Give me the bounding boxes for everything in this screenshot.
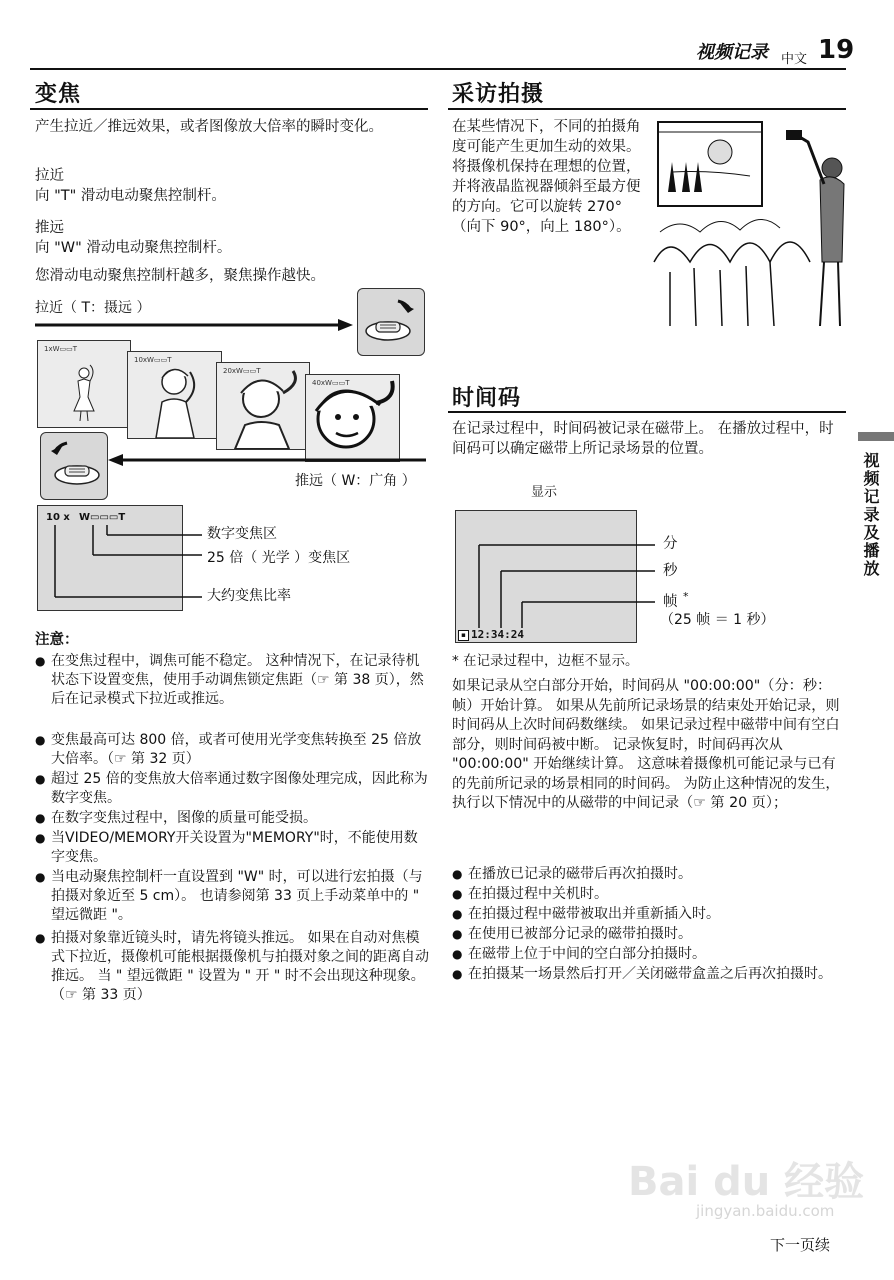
frame-indicator: 40xW▭▭T [312, 379, 350, 387]
side-tab-label: 视频记录及播放 [861, 452, 880, 578]
zoom-lever-wide-box [40, 432, 108, 500]
crowd-illustration [650, 112, 846, 334]
tele-arrow [35, 318, 355, 332]
label-minute: 分 [663, 536, 678, 552]
header-rule [30, 68, 846, 70]
timecode-readout: 12:34:24 [471, 628, 524, 641]
zoom-lever-icon [41, 433, 107, 499]
indicator-leader-lines [37, 505, 207, 609]
zoom-speed-text: 您滑动电动聚焦控制杆越多，聚焦操作越快。 [35, 268, 325, 284]
watermark-logo [628, 1150, 864, 1207]
note-item: ● 当VIDEO/MEMORY开关设置为"MEMORY"时，不能使用数字变焦。 [35, 829, 431, 867]
timecode-bullet: ● 在拍摄过程中关机时。 [452, 885, 848, 904]
zoom-frame-1x [37, 340, 131, 428]
indicator-magnification: 10 x [46, 512, 70, 523]
frame-indicator: 20xW▭▭T [223, 367, 261, 375]
zoom-frame-10x [127, 351, 222, 439]
page-number: 19 [818, 35, 855, 65]
frame-asterisk: * [683, 590, 689, 603]
zoom-frame-40x [305, 374, 400, 462]
timecode-bullet: ● 在播放已记录的磁带后再次拍摄时。 [452, 865, 848, 884]
zoom-lever-tele-box [357, 288, 425, 356]
note-item: ● 超过 25 倍的变焦放大倍率通过数字图像处理完成，因此称为数字变焦。 [35, 770, 431, 808]
header-lang: 中文 [781, 52, 808, 67]
continued-label: 下一页续 [770, 1236, 831, 1254]
indicator-scale: W▭▭▭T [79, 512, 126, 523]
zoom-frame-20x [216, 362, 310, 450]
side-tab-bar [858, 432, 894, 441]
timecode-footnote: * 在记录过程中，边框不显示。 [452, 653, 639, 669]
tele-heading: 拉近 [35, 168, 64, 184]
interview-title: 采访拍摄 [452, 82, 545, 107]
label-frame: 帧 [663, 594, 678, 610]
note-item: ● 拍摄对象靠近镜头时，请先将镜头推远。 如果在自动对焦模式下拉近，摄像机可能根据摄像机与拍摄对象之间的距离自动推远。 当 " 望远微距 " 设置为 " 开 " 时不会出现这种现象。（☞ 第 33 页） [35, 929, 431, 1005]
interview-text: 在某些情况下，不同的拍摄角度可能产生更加生动的效果。将摄像机保持在理想的位置，并将液晶监视器倾斜至最方便的方向。它可以旋转 270°（向下 90°，向上 180°）。 [452, 119, 641, 235]
frame-indicator: 10xW▭▭T [134, 356, 172, 364]
notes-heading: 注意： [35, 632, 79, 648]
wide-text: 向 "W" 滑动电动聚焦控制杆。 [35, 240, 232, 256]
timecode-bullet: ● 在拍摄过程中磁带被取出并重新插入时。 [452, 905, 848, 924]
frame-indicator: 1xW▭▭T [44, 345, 78, 353]
watermark-url: jingyan.baidu.com [696, 1202, 835, 1220]
arrow-tele-label: 拉近（ T：摄远 ） [35, 300, 151, 316]
timecode-bullet: ● 在拍摄某一场景然后打开／关闭磁带盒盖之后再次拍摄时。 [452, 965, 848, 984]
zoom-title-rule [30, 108, 428, 110]
zoom-title: 变焦 [35, 82, 82, 107]
note-item: ● 在数字变焦过程中，图像的质量可能受损。 [35, 809, 431, 828]
timecode-intro: 在记录过程中，时间码被记录在磁带上。 在播放过程中，时间码可以确定磁带上所记录场景的位置。 [452, 421, 834, 457]
label-second: 秒 [663, 563, 678, 579]
header-section-title: 视频记录 [696, 42, 768, 63]
dancer-face-closeup [306, 375, 399, 461]
tele-text: 向 "T" 滑动电动聚焦控制杆。 [35, 188, 226, 204]
cassette-icon: ▪ [458, 630, 469, 641]
wide-arrow [108, 453, 428, 467]
callout-optical-zoom: 25 倍（ 光学 ）变焦区 [207, 550, 351, 566]
timecode-title-rule [448, 411, 846, 413]
callout-zoom-ratio: 大约变焦比率 [207, 588, 291, 604]
frame-note: （25 帧 ＝ 1 秒） [660, 612, 775, 628]
display-label: 显示 [531, 485, 558, 500]
note-item: ● 在变焦过程中，调焦可能不稳定。 这种情况下，在记录待机状态下设置变焦，使用手动调焦锁定焦距（☞ 第 38 页），然后在记录模式下拉近或推远。 [35, 652, 431, 709]
timecode-title: 时间码 [452, 386, 522, 411]
watermark-brand: Bai du 经验 [628, 1159, 865, 1205]
timecode-bullet: ● 在磁带上位于中间的空白部分拍摄时。 [452, 945, 848, 964]
note-item: ● 当电动聚焦控制杆一直设置到 "W" 时，可以进行宏拍摄（与拍摄对象近至 5 cm）。 也请参阅第 33 页上手动菜单中的 " 望远微距 "。 [35, 868, 431, 925]
dancer-figure-large [217, 363, 309, 449]
dancer-figure-medium [128, 352, 221, 438]
zoom-lever-icon [358, 289, 424, 355]
arrow-wide-label: 推远（ W：广角 ） [295, 473, 416, 489]
callout-digital-zoom: 数字变焦区 [207, 526, 277, 542]
zoom-intro: 产生拉近／推远效果，或者图像放大倍率的瞬时变化。 [35, 119, 383, 135]
wide-heading: 推远 [35, 220, 64, 236]
interview-title-rule [448, 108, 846, 110]
timecode-paragraph: 如果记录从空白部分开始，时间码从 "00:00:00"（分：秒：帧）开始计算。 如果从先前所记录场景的结束处开始记录，则时间码从上次时间码数继续。 如果记录过程中磁带中间有空白部分，则时间码被中断。 记录恢复时，时间码再次从 "00:00:00" 开始继续计算。 这意味着摄像机可能记录与已有的先前所记录的场景相同的时间码。 为防止这种情况的发生，执行以下情况中的从磁带的中间记录（☞ 第 20 页）； [452, 678, 840, 811]
timecode-leader-lines [455, 510, 660, 641]
dancer-figure-small [38, 341, 130, 427]
timecode-bullet: ● 在使用已被部分记录的磁带拍摄时。 [452, 925, 848, 944]
note-item: ● 变焦最高可达 800 倍，或者可使用光学变焦转换至 25 倍放大倍率。（☞ 第 32 页） [35, 731, 431, 769]
